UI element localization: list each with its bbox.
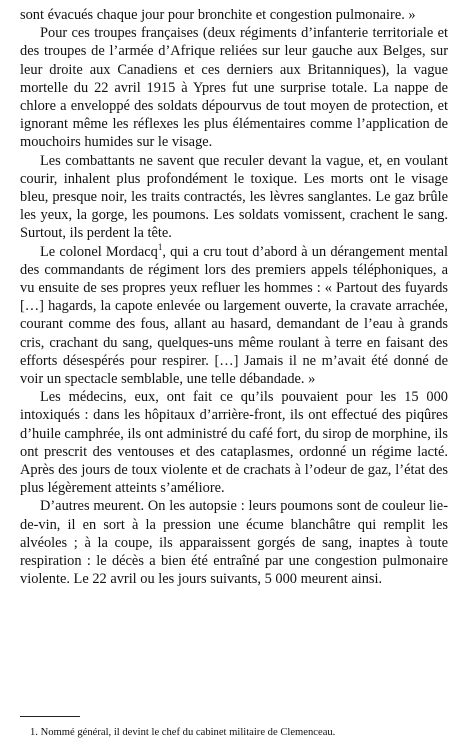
paragraph-1: sont évacués chaque jour pour bronchite et congestion pulmonaire. » [20,7,416,23]
paragraph-2: Pour ces troupes françaises (deux régiments d’infanterie territoriale et des troupes de l’armée d’Afrique reliées sur leur gauche aux Belges, sur leur droite aux Canadiens et ces derniers aux Britanniques), la vague mortelle du 22 avril 1915 à Ypres fut une surprise totale. La nappe de chlore a enveloppé des soldats dépourvus de tout moyen de protection, et ignorant même les réflexes les plus élémentaires comme l’application de mouchoirs humides sur le visage. [20,25,448,151]
footnote-reference[interactable]: 1 [157,241,163,252]
footnote-divider [20,716,80,717]
paragraph-4-rest: , qui a cru tout d’abord à un dérangement mental des commandants de régiment lors des premiers appels téléphoniques, a vu ensuite de ses propres yeux refluer les hommes : « Partout des fuyards […] hagards, la capote enlevée ou largement ouverte, la cravate arrachée, courant comme des fous, allant au hasard, demandant de l’eau à grands cris, crachant du sang, quelques-uns même roulant à terre en faisant des efforts désespérés pour respirer. […] Jamais il ne m’avait été donné de voir un spectacle semblable, une telle débandade. » [20,243,448,388]
paragraph-5: Les médecins, eux, ont fait ce qu’ils pouvaient pour les 15 000 intoxiqués : dans les hôpitaux d’arrière-front, ils ont effectué des piqûres d’huile camphrée, ils ont administré du café fort, du sirop de morphine, ils ont prescrit des ventouses et des cataplasmes, ordonné un régime lacté. Après des jours de toux violente et de crachats à l’odeur de gaz, l’état des plus légèrement atteints s’améliore. [20,389,449,497]
paragraph-4-start: Le colonel Mordacq [40,243,158,260]
paragraph-3: Les combattants ne savent que reculer devant la vague, et, en voulant courir, inhalent plus profondément le toxique. Les morts ont le visage bleu, presque noir, les traits contractés, les lèvres sanglantes. Le gaz brûle les yeux, la gorge, les poumons. Les soldats vomissent, crachent le sang. Surtout, ils perdent la tête. [20,152,448,242]
footnote: 1. Nommé général, il devint le chef du cabinet militaire de Clemenceau. [30,727,336,738]
paragraph-6: D’autres meurent. On les autopsie : leurs poumons sont de couleur lie-de-vin, il en sort à la pression une écume blanchâtre qui remplit les alvéoles ; à la coupe, ils apparaissent gorgés de sang, inaptes à toute respiration : le décès a bien été entraîné par une congestion pulmonaire violente. Le 22 avril ou les jours suivants, 5 000 meurent ainsi. [20,498,448,588]
page-body [20,6,448,589]
paragraph-4 [20,243,448,389]
